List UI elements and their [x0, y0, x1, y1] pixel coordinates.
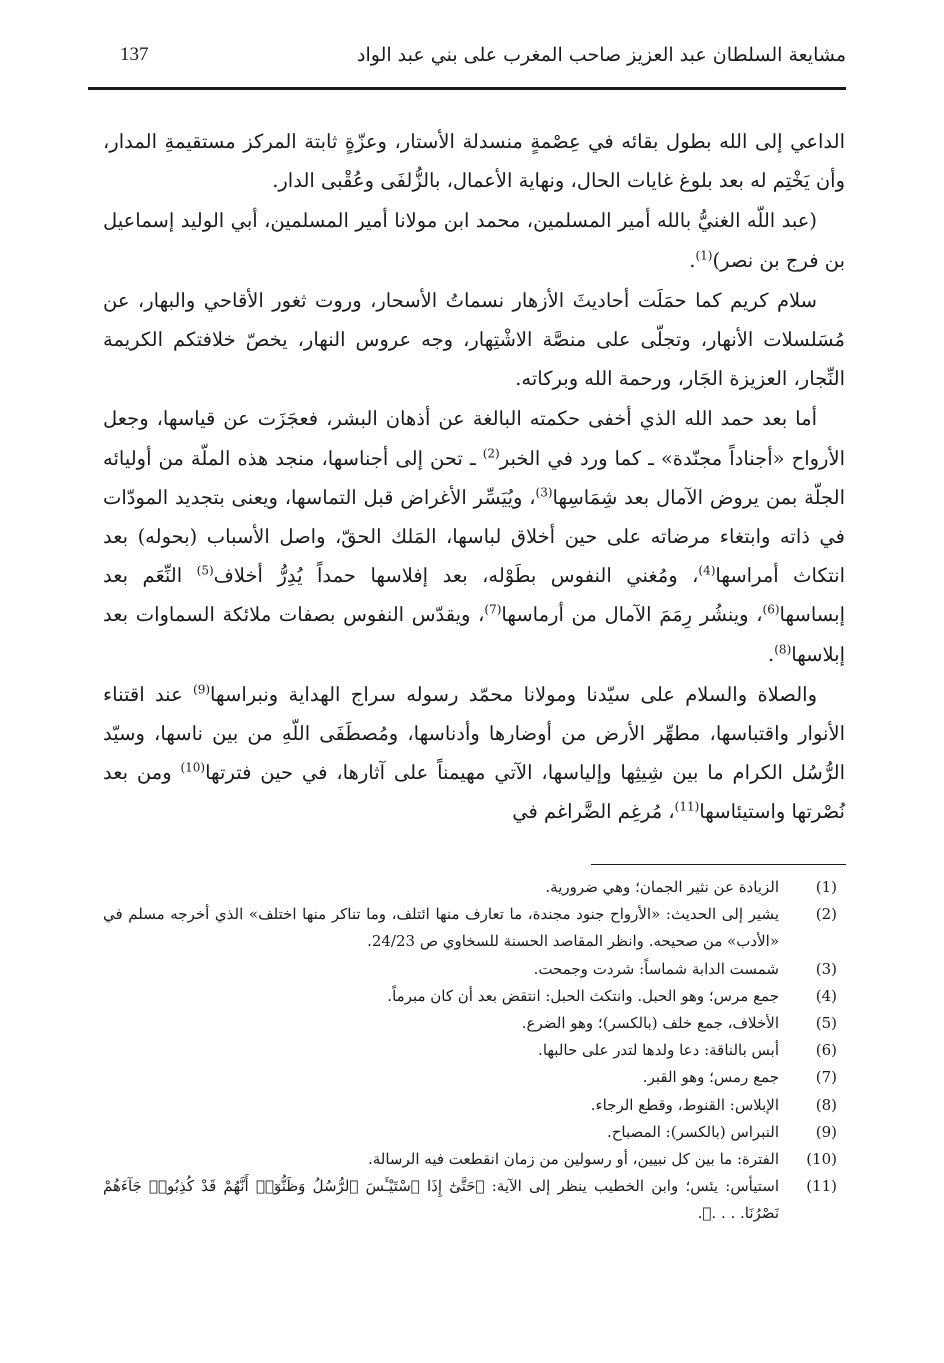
footnote-number: (4) — [815, 986, 837, 1005]
footnote-text: الزيادة عن نثير الجمان؛ وهي ضرورية. — [545, 878, 779, 896]
text-segment: الداعي إلى الله بطول بقائه في عِصْمةٍ منسدلة الأستار، وعزّةٍ ثابتة المركز مستقيمةِ المدار، وأن يَخْتِم له بعد بلوغ غايات الحال، ونهاية الأعمال، بالزُّلفَى وعُقْبى الدار. — [103, 130, 845, 193]
main-text — [103, 122, 845, 832]
footnote-number: (7) — [815, 1068, 837, 1087]
footnote-marker: (6) — [762, 602, 780, 617]
text-segment: . — [689, 248, 696, 272]
footnote-separator — [591, 864, 846, 865]
footnote-number: (3) — [815, 959, 837, 978]
footnote-text: يشير إلى الحديث: «الأرواح جنود مجندة، ما تعارف منها ائتلف، وما تناكر منها اختلف» الذي أخرجه مسلم في «الأدب» من صحيحه. وانظر المقاصد الحسنة للسخاوي ص 24/23. — [103, 905, 779, 951]
footnote-text: أبس بالناقة: دعا ولدها لتدر على حالبها. — [538, 1041, 779, 1060]
footnote-number: (1) — [815, 878, 837, 896]
footnotes — [103, 874, 845, 1228]
paragraph — [103, 281, 845, 399]
footnote-marker: (3) — [535, 485, 553, 500]
paragraph — [103, 399, 845, 673]
footnote — [103, 1092, 845, 1119]
text-segment: ، ويُيَسِّر الأغراض قبل التماسها، ويعنى بتجديد المودّات في ذاته وابتغاء مرضاته على حين أخلاق لباسها، المَلك الحقّ، واصل الأسباب (بحوله) بعد انتكاث أمراسها — [103, 485, 845, 588]
footnote-marker: (2) — [482, 446, 500, 461]
text-segment: أما بعد حمد الله الذي أخفى حكمته البالغة عن أذهان البشر، فعجَزَت عن قياسها، وجعل الأرواح «أجناداً مجنّدة» ـ كما ورد في الخبر — [103, 407, 845, 470]
text-segment: ، ويقدّس النفوس بصفات ملائكة السماوات بعد إبلاسها — [103, 603, 845, 666]
footnote-number: (9) — [815, 1122, 837, 1141]
footnote-number: (11) — [806, 1177, 837, 1196]
footnote-text: الأخلاف، جمع خلف (بالكسر)؛ وهو الضرع. — [521, 1014, 779, 1033]
footnote-text: جمع مرس؛ وهو الحبل. وانتكث الحبل: انتقض بعد أن كان مبرماً. — [387, 986, 779, 1005]
text-segment: ، ومُغني النفوس بطَوْله، بعد إفلاسها حمداً يُدِرُّ أخلاف — [213, 564, 699, 588]
footnote — [103, 874, 845, 901]
footnote-marker: (8) — [774, 642, 792, 657]
page-number: 137 — [120, 44, 149, 65]
footnote-marker: (11) — [674, 799, 700, 814]
page-header — [88, 30, 846, 92]
footnote-number: (10) — [806, 1150, 837, 1169]
header-rule — [88, 87, 846, 90]
text-segment: والصلاة والسلام على سيّدنا ومولانا محمّد رسوله سراج الهداية ونبراسها — [210, 682, 817, 706]
footnote — [103, 956, 845, 983]
text-segment: ـ تحن إلى أجناسها، منجد هذه الملّة من أوليائه الجلّة بمن يروض الآمال بعد شِمَاسِها — [103, 446, 846, 509]
footnote — [103, 1037, 845, 1064]
footnote-marker: (9) — [193, 682, 211, 697]
footnote-text: شمست الدابة شماساً: شردت وجمحت. — [533, 959, 779, 978]
text-segment: عند اقتناء الأنوار واقتباسها، مطهِّر الأرض من أوضارها وأدناسها، ومُصطَفَى اللّهِ من بين ناسها، وسيّد الرُّسُل الكرام ما بين شِيثِها وإلياسها، الآتي مهيمناً على آثارها، في حين فترتها — [103, 682, 845, 785]
footnote-text: جمع رمس؛ وهو القبر. — [642, 1068, 779, 1087]
text-segment: النِّعَم بعد إبساسها — [103, 564, 845, 627]
footnote-marker: (4) — [698, 563, 716, 578]
footnote-number: (5) — [815, 1014, 837, 1033]
footnote — [103, 1146, 845, 1173]
footnote — [103, 983, 845, 1010]
footnote — [103, 901, 845, 955]
footnote — [103, 1119, 845, 1146]
text-segment: ومن بعد نُصْرتها واستيئاسها — [103, 761, 845, 824]
footnote-text: النبراس (بالكسر): المصباح. — [606, 1122, 779, 1141]
text-segment: ، وينشُر رِمَمَ الآمال من أرماسها — [501, 603, 763, 627]
text-segment: ، مُرغِم الضَّراغم في — [512, 800, 675, 824]
footnote — [103, 1010, 845, 1037]
text-segment: سلام كريم كما حمَلَت أحاديثَ الأزهار نسماتُ الأسحار، وروت ثغور الأقاحي والبهار، عن مُسَلسلات الأنهار، وتجلّى على منصَّة الاشْتِهار، وجه عروس النهار، يخصّ خلافتكم الكريمة النِّجار، العزيزة الجَار، ورحمة الله وبركاته. — [103, 288, 845, 391]
footnote-text: الإبلاس: القنوط، وقطع الرجاء. — [590, 1095, 779, 1114]
footnote — [103, 1173, 845, 1227]
footnote-marker: (7) — [484, 602, 502, 617]
footnote-number: (6) — [815, 1041, 837, 1060]
text-segment: (عبد اللّه الغنيُّ بالله أمير المسلمين، محمد ابن مولانا أمير المسلمين، أبي الوليد إسماعيل بن فرج بن نصر) — [103, 209, 845, 272]
running-title: مشايعة السلطان عبد العزيز صاحب المغرب على بني عبد الواد — [357, 44, 846, 66]
footnote-marker: (10) — [180, 760, 206, 775]
footnote-text: استيأس: يئس؛ وابن الخطيب ينظر إلى الآية: ﴿حَتَّىٰٓ إِذَا ٱسْتَيْـَٔسَ ٱلرُّسُلُ وَظَنُّوٓا۟ أَنَّهُمْ قَدْ كُذِبُوا۟ جَآءَهُمْ نَصْرُنَا. . . .﴾. — [103, 1177, 779, 1223]
footnote-number: (2) — [815, 905, 837, 924]
footnote-text: الفترة: ما بين كل نبيين، أو رسولين من زمان انقطعت فيه الرسالة. — [367, 1150, 779, 1169]
paragraph — [103, 675, 845, 832]
footnote-marker: (5) — [196, 563, 214, 578]
footnote-marker: (1) — [695, 248, 713, 263]
footnote — [103, 1064, 845, 1091]
paragraph — [103, 201, 845, 279]
paragraph — [103, 122, 845, 200]
footnote-number: (8) — [815, 1095, 837, 1114]
text-segment: . — [768, 642, 775, 666]
